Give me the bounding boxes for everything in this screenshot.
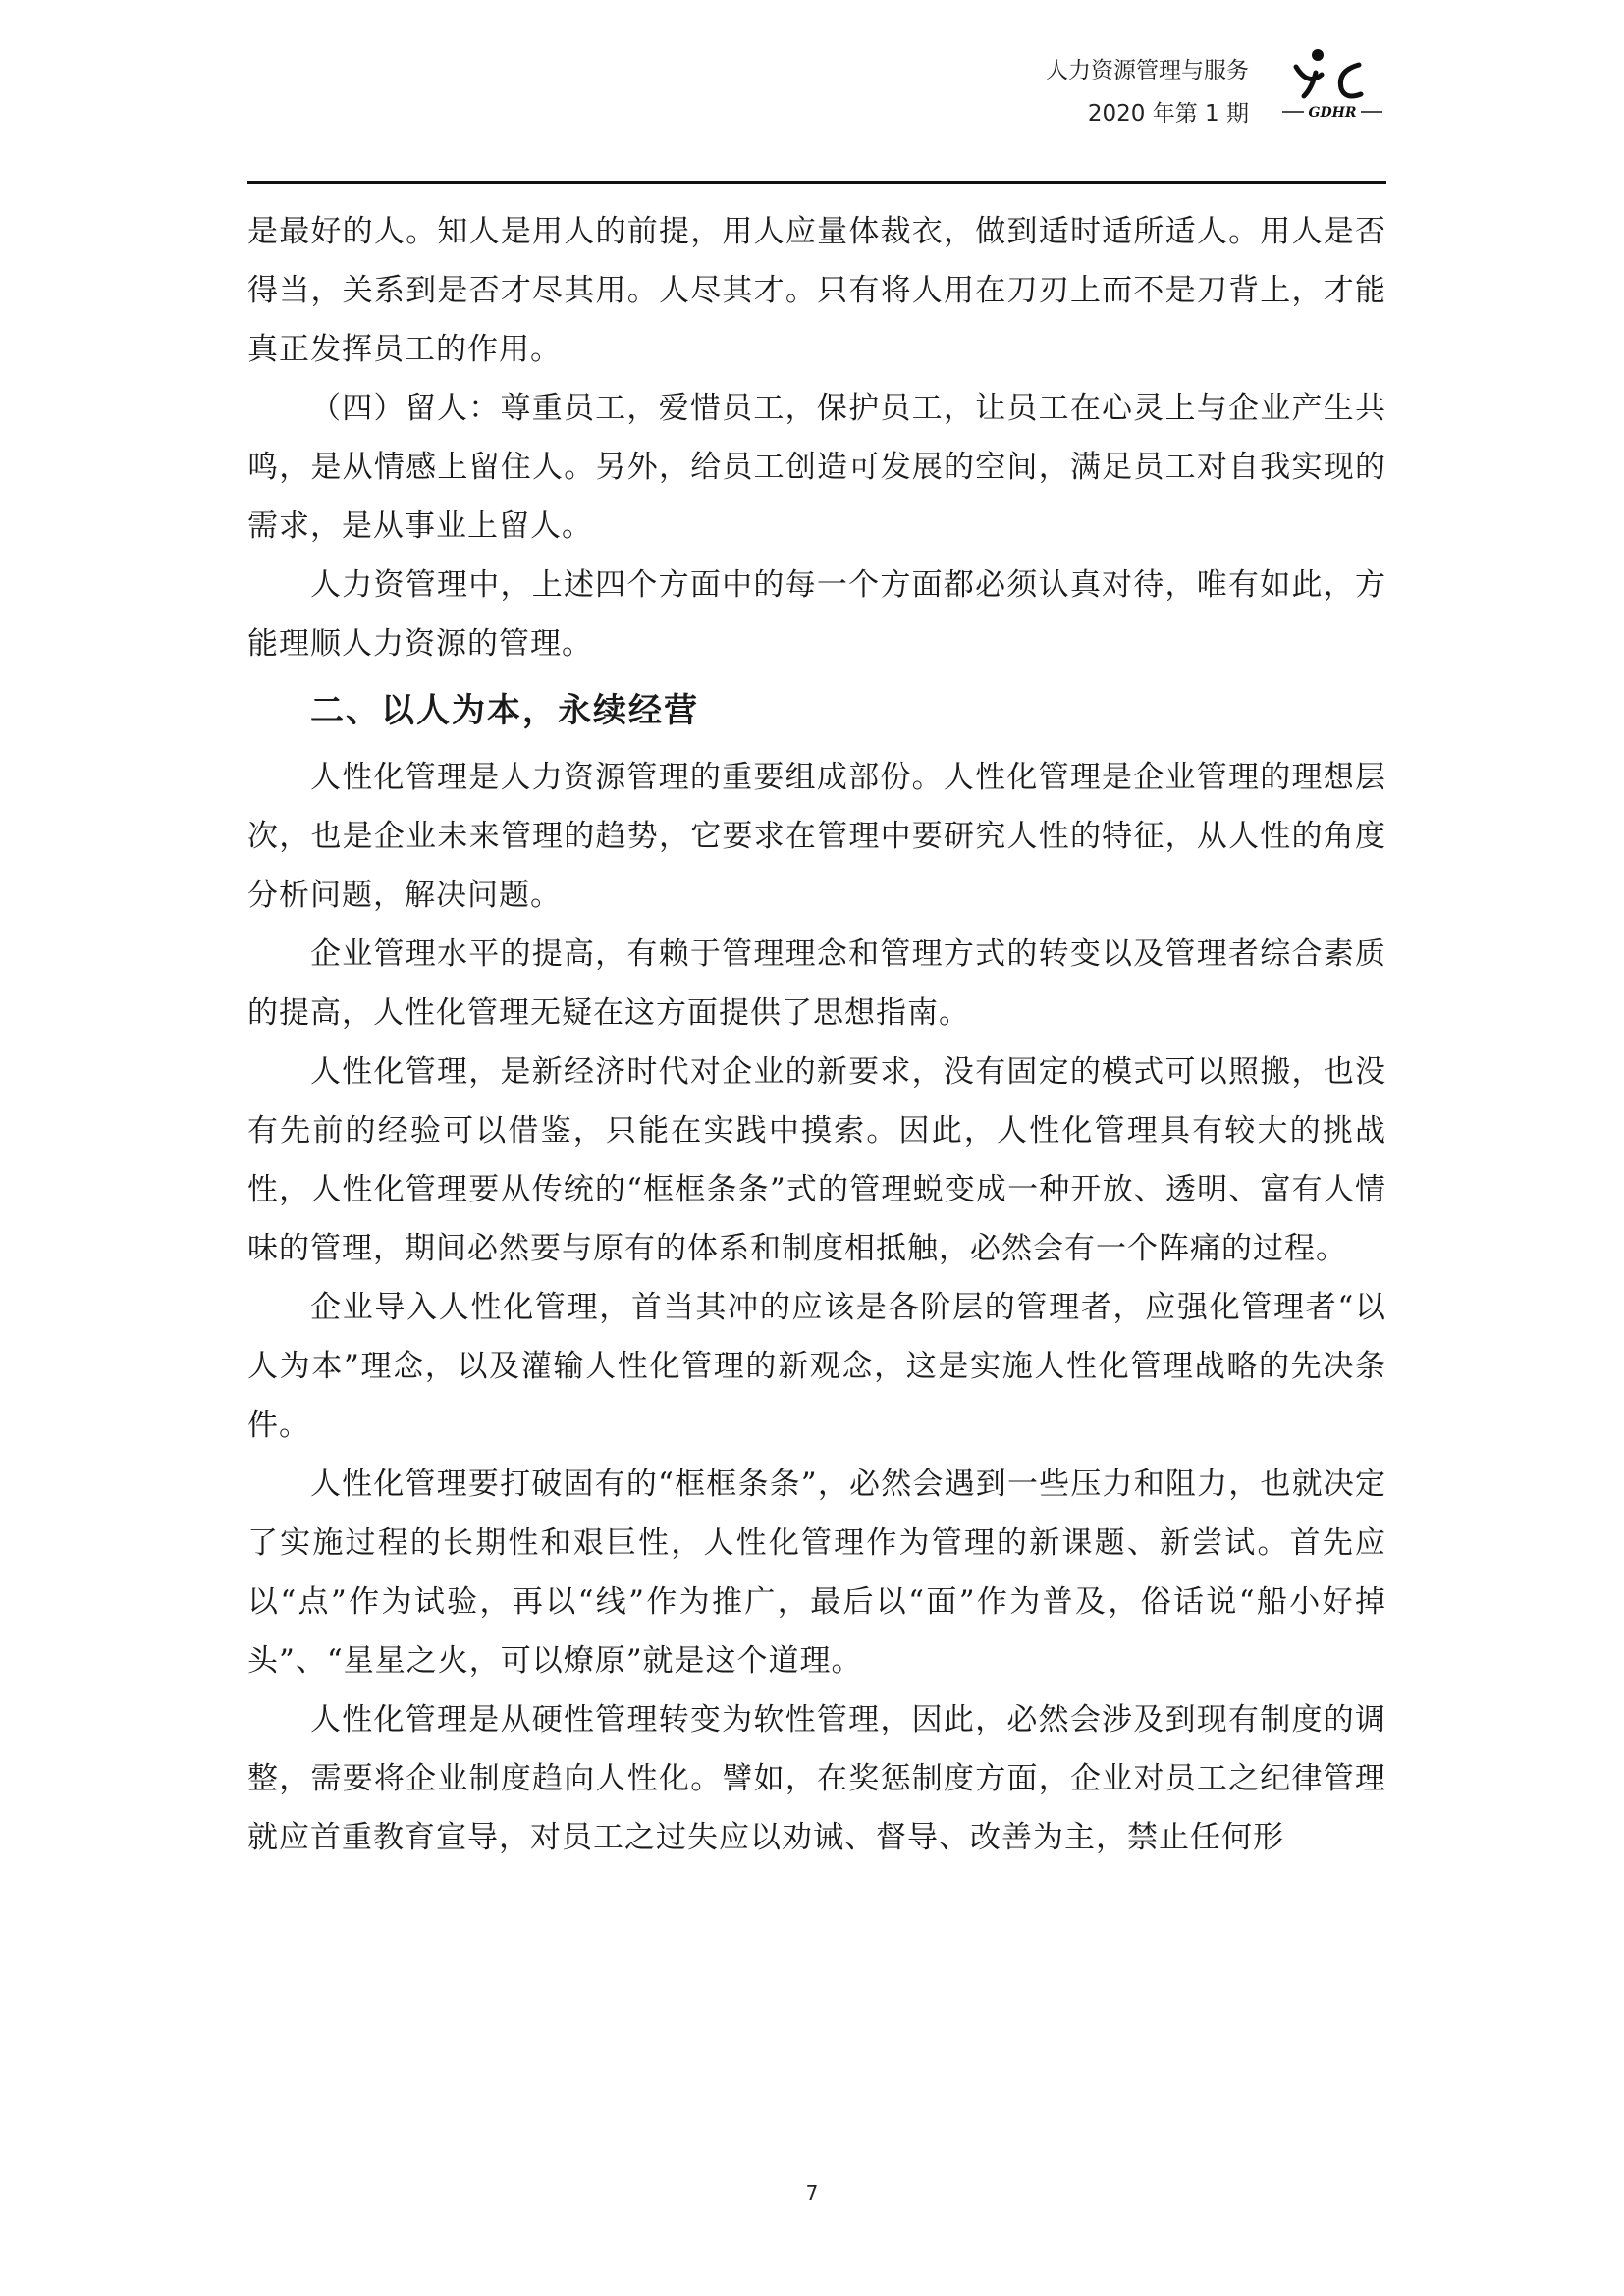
journal-title: 人力资源管理与服务 [1046,58,1249,83]
body-paragraph: 是最好的人。知人是用人的前提，用人应量体裁衣，做到适时适所适人。用人是否得当，关系到是否才尽其用。人尽其才。只有将人用在刀刃上而不是刀背上，才能真正发挥员工的作用。 [247,214,1386,367]
body-paragraph: 人性化管理是从硬性管理转变为软性管理，因此，必然会涉及到现有制度的调整，需要将企业制度趋向人性化。譬如，在奖惩制度方面，企业对员工之纪律管理就应首重教育宣导，对员工之过失应以劝诫、督导、改善为主，禁止任何形 [247,1702,1386,1855]
logo-text: GDHR [1308,105,1357,121]
body-paragraph: 人性化管理是人力资源管理的重要组成部份。人性化管理是企业管理的理想层次，也是企业未来管理的趋势，它要求在管理中要研究人性的特征，从人性的角度分析问题，解决问题。 [247,760,1386,913]
article-body [247,202,1386,1867]
body-paragraph: 企业导入人性化管理，首当其冲的应该是各阶层的管理者，应强化管理者“以人为本”理念，以及灌输人性化管理的新观念，这是实施人性化管理战略的先决条件。 [247,1290,1386,1443]
page-number: 7 [805,2181,819,2205]
gdhr-logo [1278,45,1386,124]
header-text [1046,49,1249,135]
body-paragraph: （四）留人：尊重员工，爱惜员工，保护员工，让员工在心灵上与企业产生共鸣，是从情感上留住人。另外，给员工创造可发展的空间，满足员工对自我实现的需求，是从事业上留人。 [247,391,1386,544]
issue-label: 2020 年第 1 期 [1087,101,1249,127]
section-heading: 二、以人为本，永续经营 [310,691,699,730]
page-header [247,39,1386,137]
body-paragraph: 人力资管理中，上述四个方面中的每一个方面都必须认真对待，唯有如此，方能理顺人力资源的管理。 [247,567,1386,662]
body-paragraph: 企业管理水平的提高，有赖于管理理念和管理方式的转变以及管理者综合素质的提高，人性化管理无疑在这方面提供了思想指南。 [247,936,1386,1031]
header-divider [247,181,1386,184]
body-paragraph: 人性化管理，是新经济时代对企业的新要求，没有固定的模式可以照搬，也没有先前的经验可以借鉴，只能在实践中摸索。因此，人性化管理具有较大的挑战性，人性化管理要从传统的“框框条条”式的管理蜕变成一种开放、透明、富有人情味的管理，期间必然要与原有的体系和制度相抵触，必然会有一个阵痛的过程。 [247,1054,1386,1266]
body-paragraph: 人性化管理要打破固有的“框框条条”，必然会遇到一些压力和阻力，也就决定了实施过程的长期性和艰巨性，人性化管理作为管理的新课题、新尝试。首先应以“点”作为试验，再以“线”作为推广，最后以“面”作为普及，俗话说“船小好掉头”、“星星之火，可以燎原”就是这个道理。 [247,1467,1386,1679]
